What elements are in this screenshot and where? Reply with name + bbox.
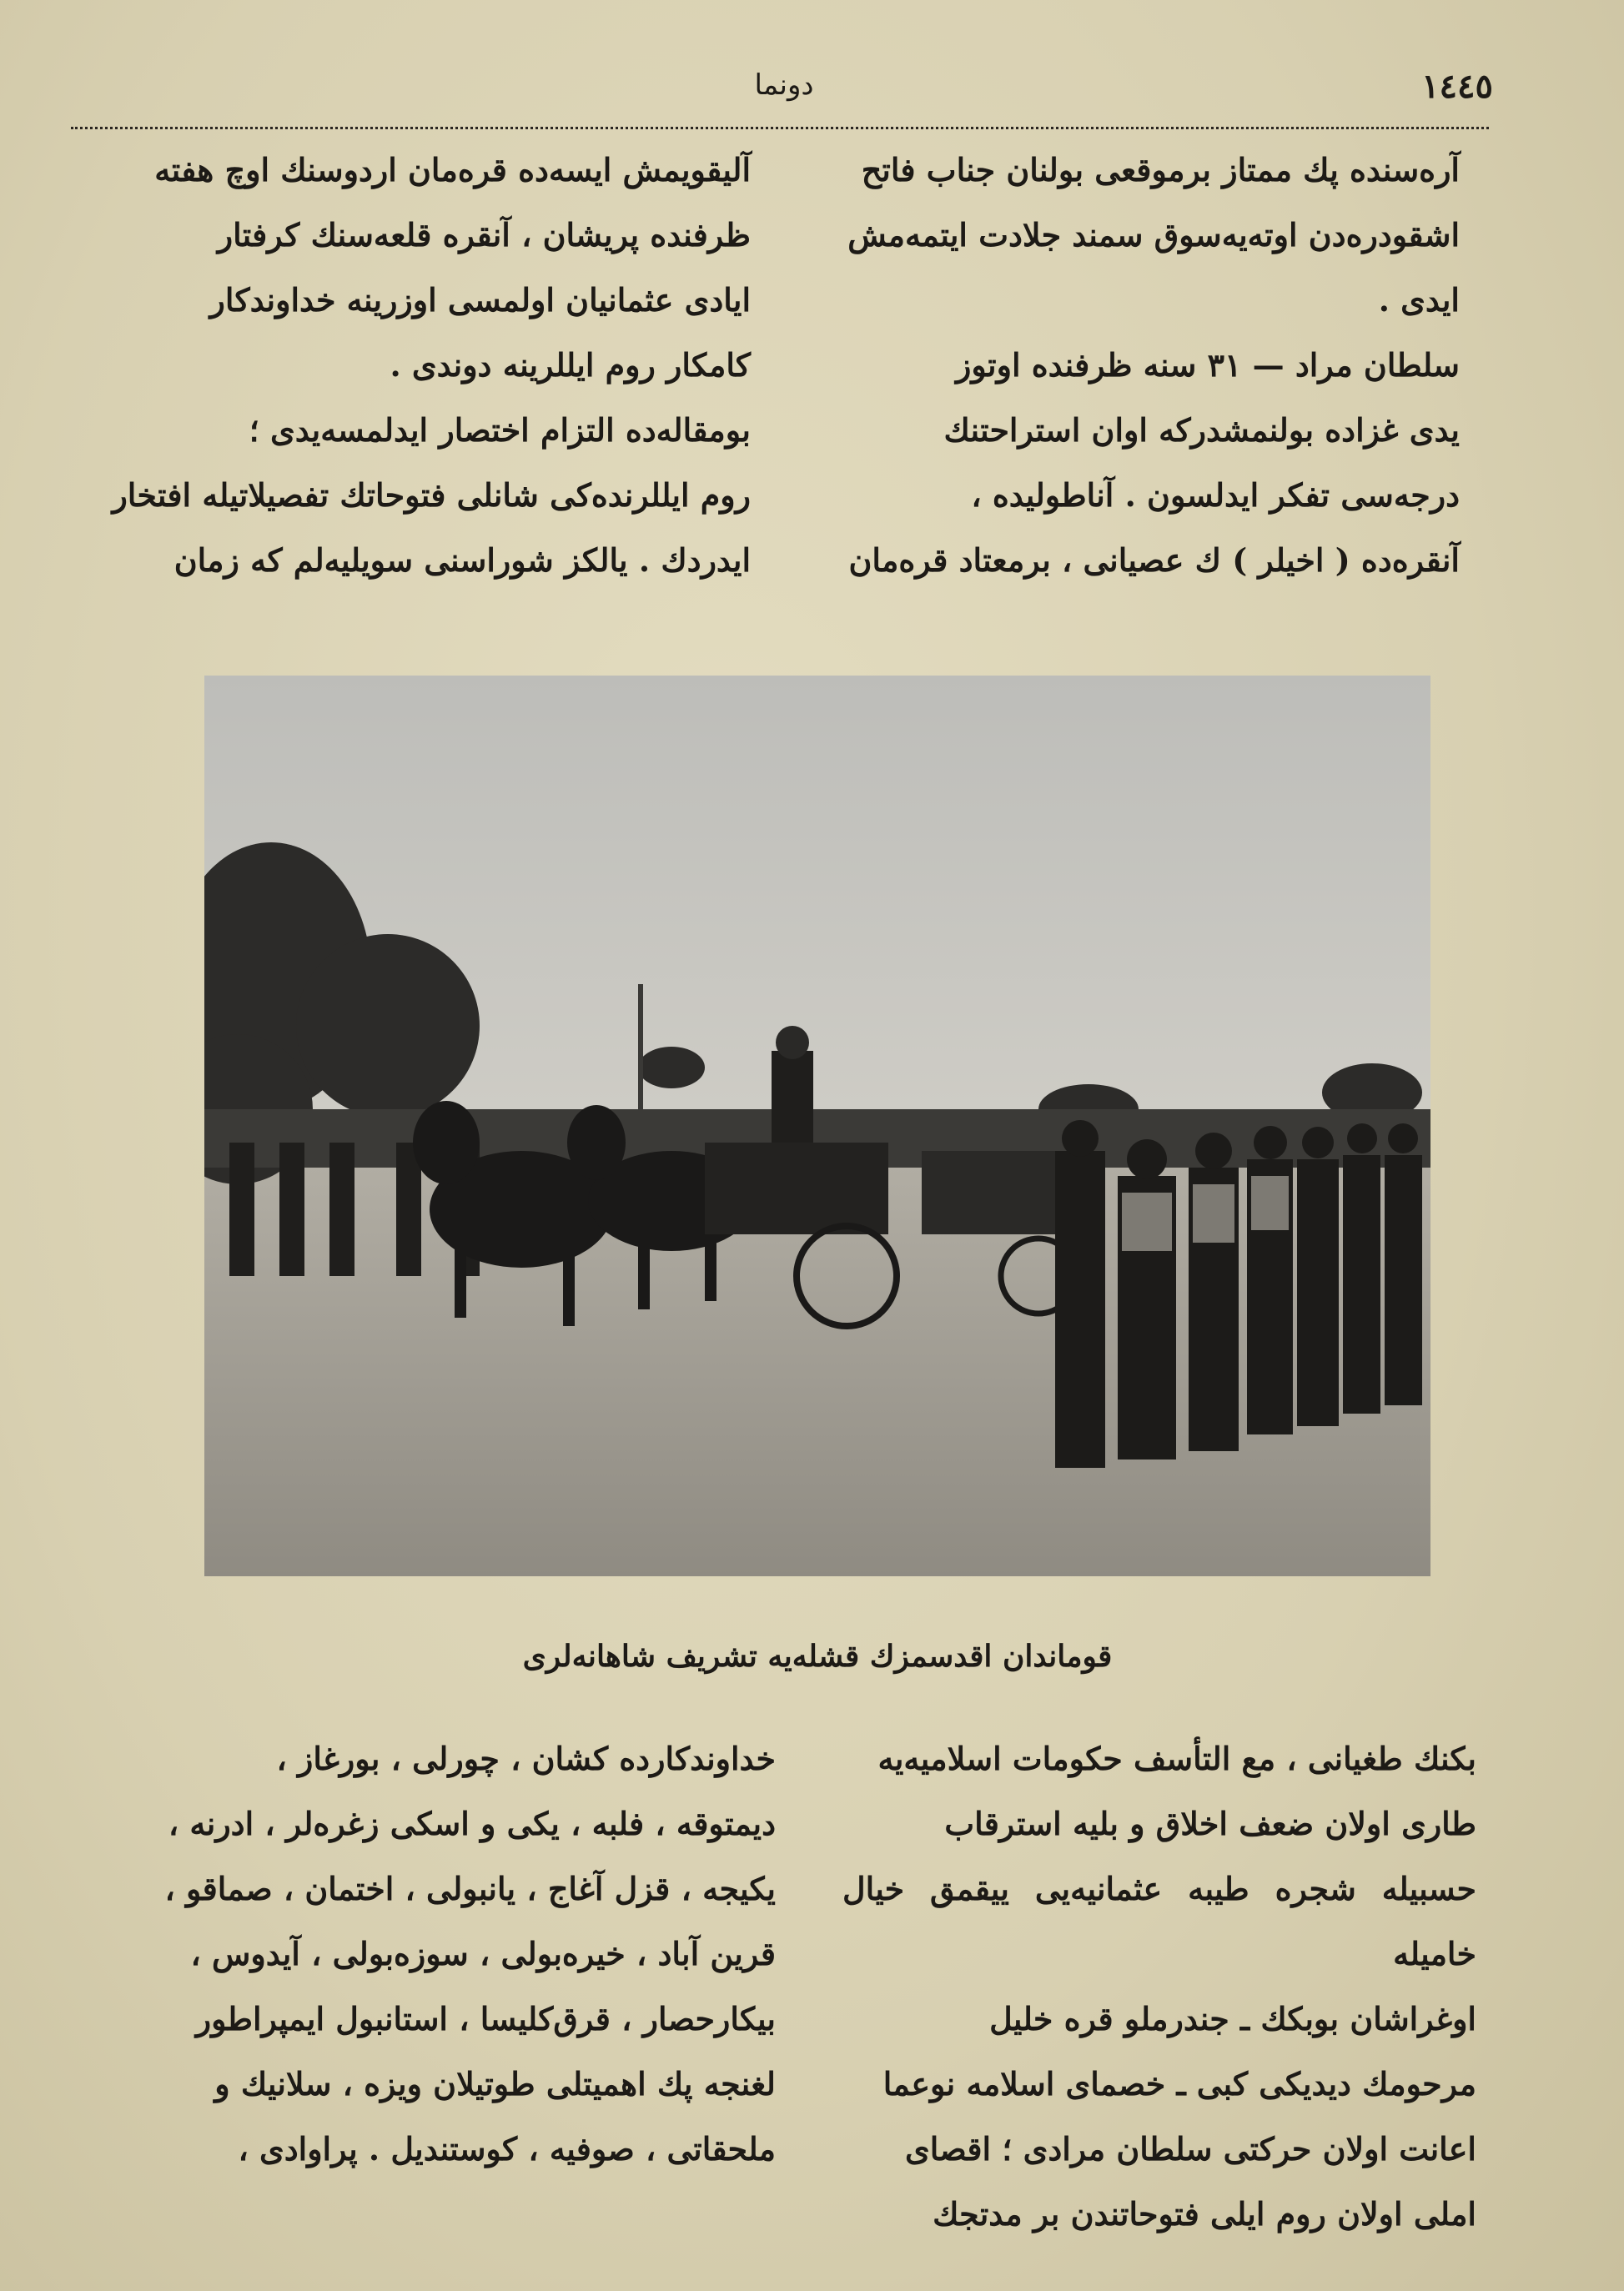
- text-line: ظرفنده پریشان ، آنقره قلعه‌سنك كرفتار: [217, 216, 751, 254]
- text-line: طاری اولان ضعف اخلاق و بلیه استرقاب: [944, 1805, 1476, 1842]
- header-rule: [71, 127, 1489, 129]
- text-line: دیمتوقه ، فلبه ، یكی و اسكی زغره‌لر ، ادرنه ،: [168, 1805, 776, 1842]
- text-line: بومقاله‌ده التزام اختصار ایدلمسه‌یدی ؛: [249, 411, 751, 449]
- text-line: مرحومك دیدیكی كبی ـ خصمای اسلامه نوعما: [882, 2065, 1476, 2103]
- photo-illustration: [204, 676, 1430, 1576]
- column-bottom-left: [117, 1726, 776, 2182]
- text-line: اشقودره‌دن اوته‌یه‌سوق سمند جلادت ایتمه‌مش‌: [847, 216, 1460, 254]
- text-line: روم ایللرنده‌كی شانلی فتوحاتك تفصیلاتیله افتخار: [112, 476, 751, 514]
- column-top-left: [92, 138, 751, 593]
- text-line: بیكارحصار ، قرق‌كلیسا ، استانبول ایمپراطور: [195, 2000, 776, 2037]
- text-line: قرین آباد ، خیره‌بولی ، سوزه‌بولی ، آیدوس ،: [190, 1935, 776, 1972]
- text-line: سلطان مراد — ٣١ سنه ظرفنده اوتوز: [956, 346, 1460, 384]
- text-line: یكیجه ، قزل آغاج ، یانبولی ، اختمان ، صماقو ،: [164, 1870, 776, 1907]
- text-line: خداوندكارده كشان ، چورلی ، بورغاز ،: [276, 1740, 776, 1777]
- page-header: [75, 58, 1493, 117]
- text-line: آلیقویمش ایسه‌ده قره‌مان اردوسنك اوچ هفته: [154, 151, 751, 188]
- text-line: درجه‌سی تفكر ایدلسون . آناطولیده ،: [971, 476, 1460, 514]
- column-top-right: [801, 138, 1460, 593]
- column-bottom-right: [842, 1726, 1476, 2247]
- text-line: ایدردك . یالكز شوراسنی سویلیه‌لم كه زمان: [173, 541, 751, 579]
- text-line: یدی غزاده بولنمشدركه اوان استراحتنك: [943, 411, 1460, 449]
- running-title: دونما: [754, 68, 814, 102]
- text-line: لغنجه پك اهمیتلی طوتیلان ویزه ، سلانیك و: [214, 2065, 776, 2103]
- text-line: آره‌سنده پك ممتاز برموقعی بولنان جناب فاتح: [861, 151, 1460, 188]
- text-line: ایادی عثمانیان اولمسی اوزرینه خداوندكار: [209, 281, 751, 319]
- text-line: ایدی .: [1378, 281, 1460, 319]
- text-line: املی اولان روم ایلی فتوحاتندن بر مدتجك: [933, 2195, 1476, 2233]
- photo-caption: قوماندان اقدسمزك قشله‌یه تشریف شاهانه‌لری: [522, 1639, 1113, 1674]
- text-line: ملحقاتی ، صوفیه ، كوستندیل . پراوادی ،: [238, 2130, 776, 2168]
- text-line: آنقره‌ده ( اخیلر ) ك عصیانی ، برمعتاد قره‌مان: [848, 541, 1460, 579]
- text-line: كامكار روم ایللرینه دوندی .: [390, 346, 751, 384]
- text-line: بكنك طغیانی ، مع التأسف حكومات اسلامیه‌یه: [877, 1740, 1476, 1777]
- halftone-photograph: [204, 676, 1430, 1576]
- page-number: ١٤٤٥: [1421, 67, 1493, 106]
- text-line: اوغراشان بوبكك ـ جندرملو قره خلیل: [989, 2000, 1476, 2037]
- text-line: حسبیله شجره طیبه عثمانیه‌یی ییقمق خیال خامیله: [842, 1870, 1476, 1972]
- text-line: اعانت اولان حركتی سلطان مرادی ؛ اقصای: [905, 2130, 1476, 2168]
